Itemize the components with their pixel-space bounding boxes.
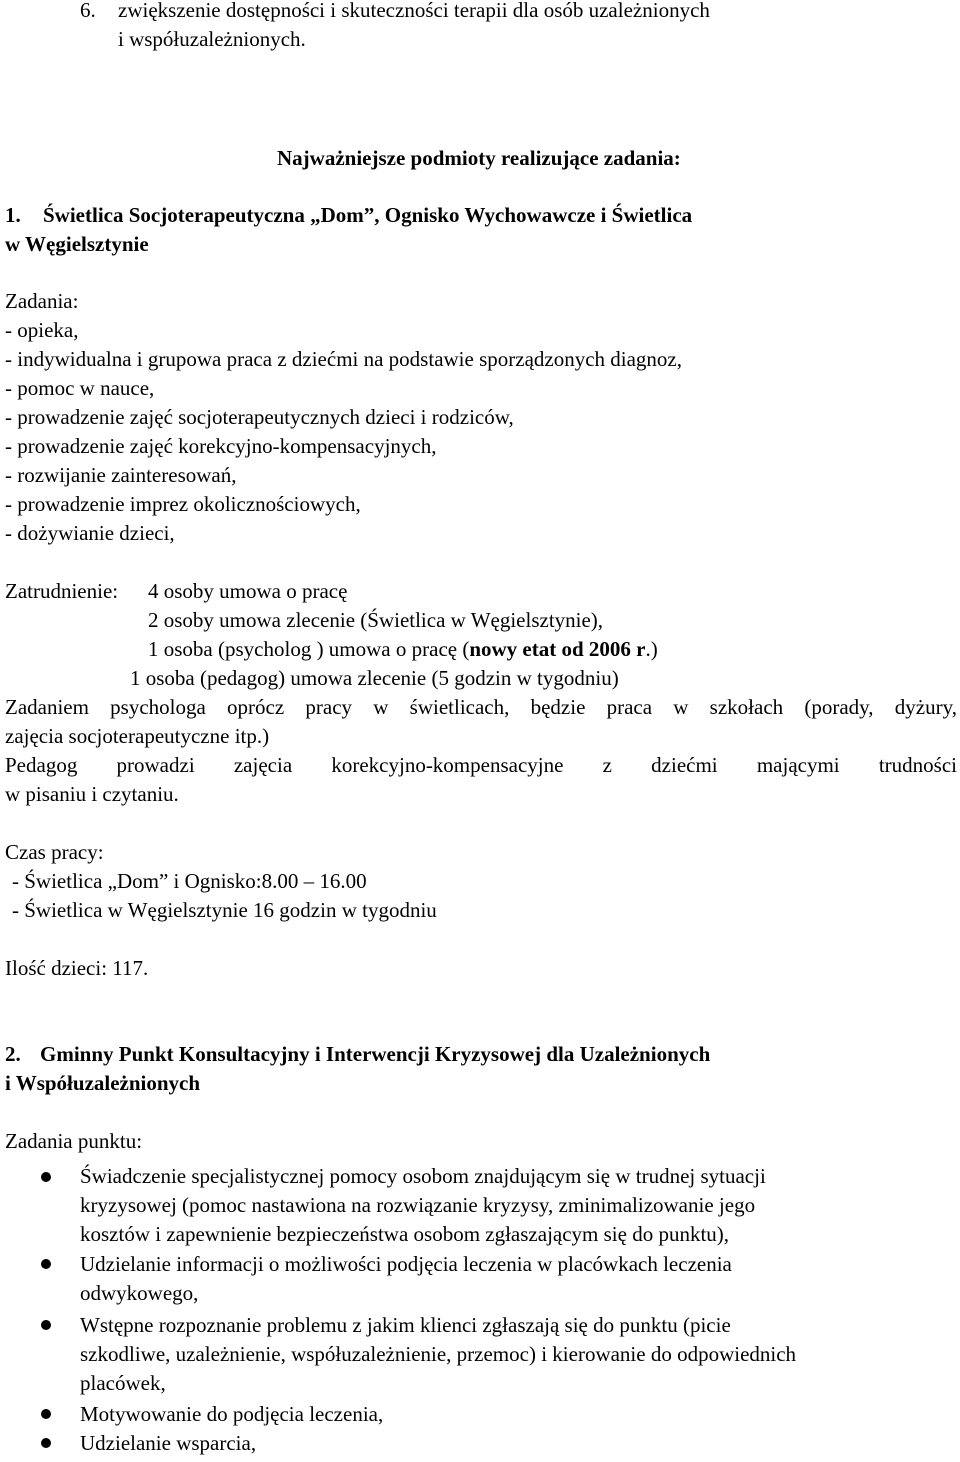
task-item: - prowadzenie zajęć socjoterapeutycznych dzieci i rodziców,: [5, 405, 514, 429]
list-item-text: zwiększenie dostępności i skuteczności terapii dla osób uzależnionych: [118, 0, 710, 22]
employment-text: .): [645, 637, 658, 661]
task-item: - opieka,: [5, 318, 79, 342]
employment-line: 4 osoby umowa o pracę: [148, 579, 348, 603]
bullet-icon: [41, 1172, 51, 1182]
bullet-item-text: kosztów i zapewnienie bezpieczeństwa osobom zgłaszającym się do punktu),: [80, 1222, 730, 1246]
bullet-item-text: Udzielanie informacji o możliwości podjęcia leczenia w placówkach leczenia: [80, 1252, 732, 1276]
list-item-text: i współuzależnionych.: [118, 27, 306, 51]
bullet-icon: [41, 1409, 51, 1419]
paragraph-line: zajęcia socjoterapeutyczne itp.): [5, 724, 270, 748]
task-item: - indywidualna i grupowa praca z dziećmi na podstawie sporządzonych diagnoz,: [5, 347, 683, 371]
entity-title: Świetlica Socjoterapeutyczna „Dom”, Ognisko Wychowawcze i Świetlica: [43, 203, 693, 227]
employment-line: 2 osoby umowa zlecenie (Świetlica w Węgielsztynie),: [148, 608, 604, 632]
bullet-item-text: Świadczenie specjalistycznej pomocy osobom znajdującym się w trudnej sytuacji: [80, 1164, 766, 1188]
bullet-item-text: odwykowego,: [80, 1281, 199, 1305]
bullet-item-text: Wstępne rozpoznanie problemu z jakim klienci zgłaszają się do punktu (picie: [80, 1313, 731, 1337]
new-position-note: nowy etat od 2006 r: [469, 637, 646, 661]
entity-title: Gminny Punkt Konsultacyjny i Interwencji Kryzysowej dla Uzależnionych: [40, 1042, 711, 1066]
employment-text: 1 osoba (psycholog ) umowa o pracę (: [148, 637, 470, 661]
tasks-label: Zadania:: [5, 289, 79, 313]
hours-label: Czas pracy:: [5, 840, 104, 864]
entity-title: w Węgielsztynie: [5, 232, 149, 256]
task-item: - prowadzenie imprez okolicznościowych,: [5, 492, 361, 516]
bullet-icon: [41, 1320, 51, 1330]
section-heading: Najważniejsze podmioty realizujące zadania:: [277, 146, 681, 170]
bullet-item-text: Motywowanie do podjęcia leczenia,: [80, 1402, 384, 1426]
children-count: Ilość dzieci: 117.: [5, 956, 149, 980]
bullet-item-text: kryzysowej (pomoc nastawiona na rozwiązanie kryzysy, zminimalizowanie jego: [80, 1193, 756, 1217]
employment-line: 1 osoba (pedagog) umowa zlecenie (5 godzin w tygodniu): [130, 666, 619, 690]
task-item: - dożywianie dzieci,: [5, 521, 175, 545]
employment-label: Zatrudnienie:: [5, 579, 119, 603]
entity-title: i Współuzależnionych: [5, 1071, 201, 1095]
entity-number: 2.: [5, 1042, 21, 1066]
entity-number: 1.: [5, 203, 21, 227]
hours-item: - Świetlica w Węgielsztynie 16 godzin w tygodniu: [12, 898, 437, 922]
employment-line: [148, 635, 658, 664]
bullet-icon: [41, 1259, 51, 1269]
bullet-icon: [41, 1438, 51, 1448]
list-item-number: 6.: [80, 0, 96, 22]
paragraph-line: Pedagog prowadzi zajęcia korekcyjno-kompensacyjne z dziećmi mającymi trudności: [5, 753, 957, 777]
hours-item: - Świetlica „Dom” i Ognisko:8.00 – 16.00: [12, 869, 367, 893]
paragraph-line: w pisaniu i czytaniu.: [5, 782, 179, 806]
task-item: - rozwijanie zainteresowań,: [5, 463, 237, 487]
tasks-label: Zadania punktu:: [5, 1129, 143, 1153]
task-item: - prowadzenie zajęć korekcyjno-kompensacyjnych,: [5, 434, 437, 458]
bullet-item-text: szkodliwe, uzależnienie, współuzależnienie, przemoc) i kierowanie do odpowiednich: [80, 1342, 797, 1366]
bullet-item-text: Udzielanie wsparcia,: [80, 1431, 257, 1455]
task-item: - pomoc w nauce,: [5, 376, 155, 400]
bullet-item-text: placówek,: [80, 1371, 166, 1395]
paragraph-line: Zadaniem psychologa oprócz pracy w świetlicach, będzie praca w szkołach (porady, dyżury,: [5, 695, 957, 719]
